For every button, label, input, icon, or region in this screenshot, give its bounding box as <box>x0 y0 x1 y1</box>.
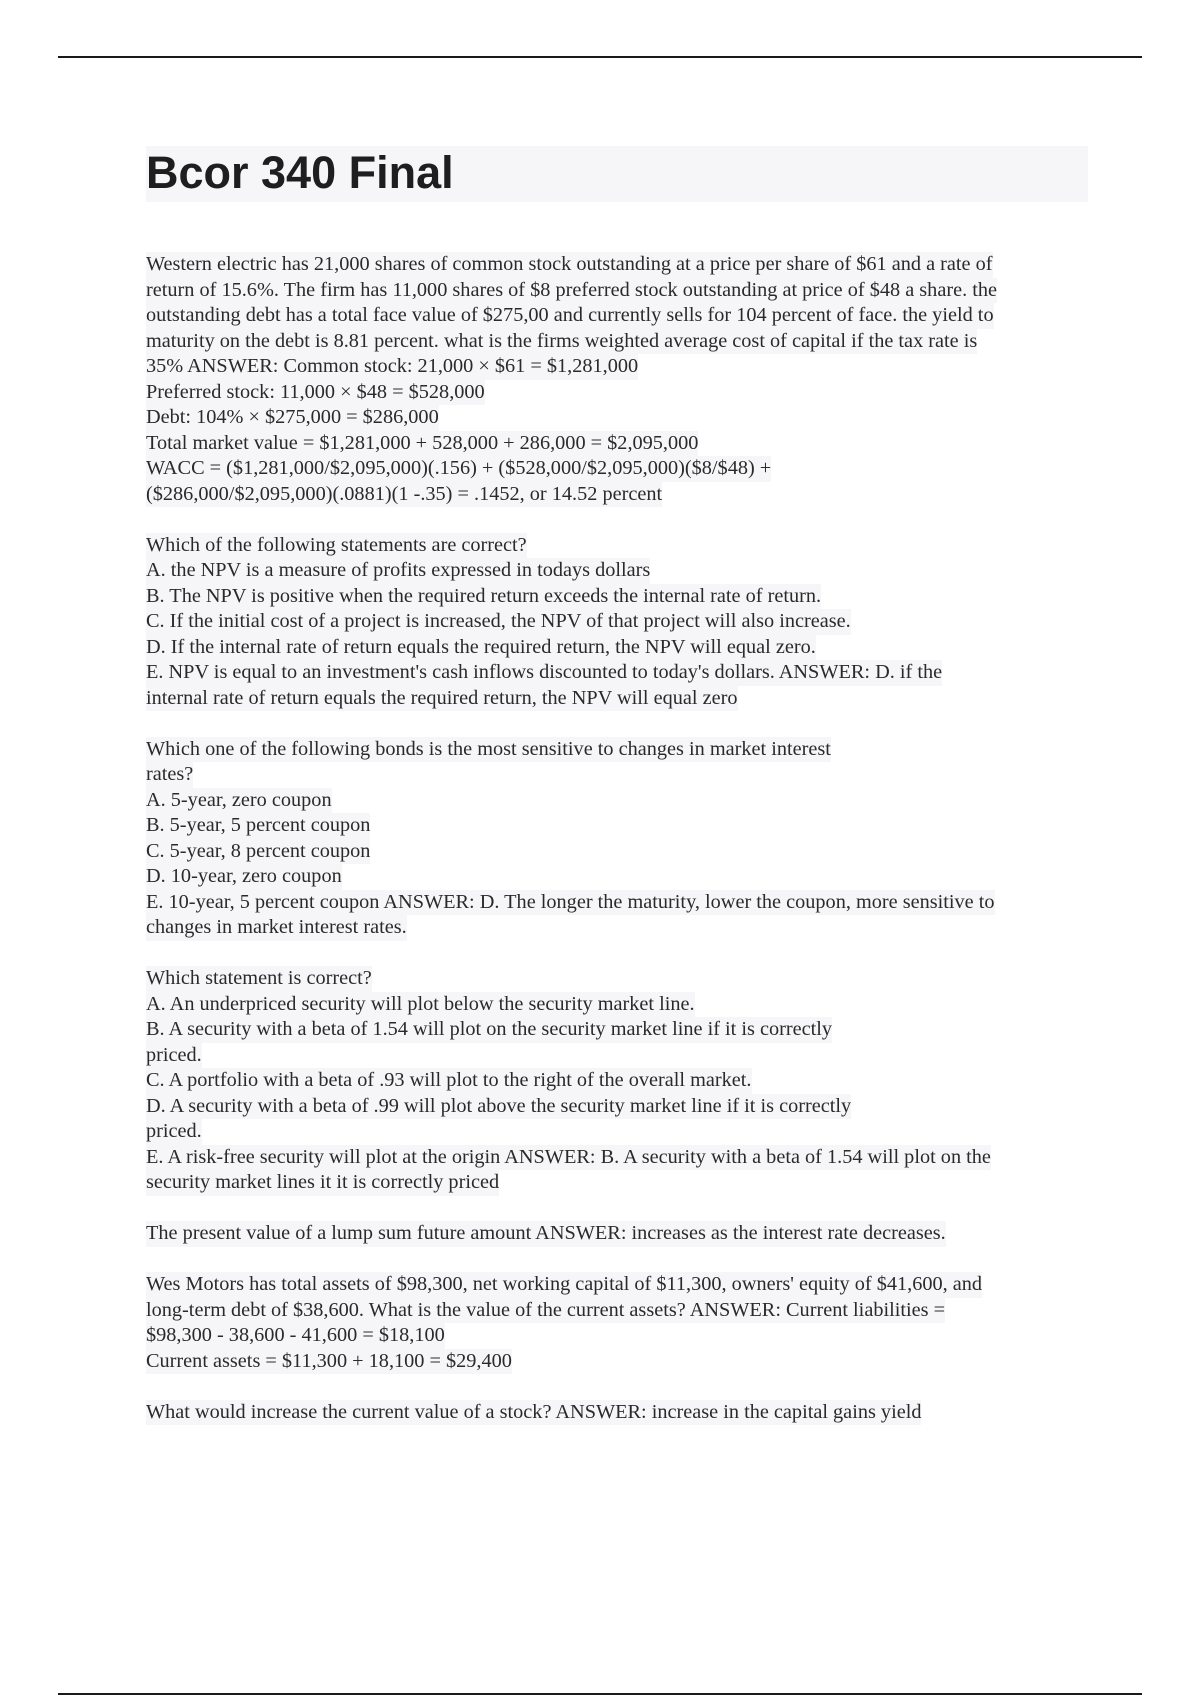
text-line: A. 5-year, zero coupon <box>146 788 332 814</box>
text-line: E. A risk-free security will plot at the origin ANSWER: B. A security with a beta of 1.54 will plot on the <box>146 1145 991 1171</box>
qa-block <box>146 737 1088 941</box>
text-line: internal rate of return equals the required return, the NPV will equal zero <box>146 686 738 712</box>
text-line: ($286,000/$2,095,000)(.0881)(1 -.35) = .1452, or 14.52 percent <box>146 482 662 508</box>
text-line: E. 10-year, 5 percent coupon ANSWER: D. The longer the maturity, lower the coupon, more sensitive to <box>146 890 995 916</box>
bottom-divider <box>58 1693 1142 1695</box>
text-line: D. 10-year, zero coupon <box>146 864 342 890</box>
text-line: rates? <box>146 762 193 788</box>
text-line: Wes Motors has total assets of $98,300, net working capital of $11,300, owners' equity of $41,600, and <box>146 1272 982 1298</box>
text-line: B. A security with a beta of 1.54 will plot on the security market line if it is correctly <box>146 1017 832 1043</box>
text-line: Total market value = $1,281,000 + 528,000 + 286,000 = $2,095,000 <box>146 431 698 457</box>
text-line: What would increase the current value of a stock? ANSWER: increase in the capital gains yield <box>146 1400 921 1426</box>
text-line: outstanding debt has a total face value of $275,00 and currently sells for 104 percent of face. the yield to <box>146 303 994 329</box>
top-divider <box>58 56 1142 58</box>
text-line: Which of the following statements are correct? <box>146 533 527 559</box>
qa-block <box>146 966 1088 1196</box>
text-line: security market lines it it is correctly priced <box>146 1170 499 1196</box>
text-line: C. A portfolio with a beta of .93 will plot to the right of the overall market. <box>146 1068 752 1094</box>
text-line: B. 5-year, 5 percent coupon <box>146 813 370 839</box>
qa-block <box>146 252 1088 507</box>
text-line: changes in market interest rates. <box>146 915 407 941</box>
text-line: B. The NPV is positive when the required return exceeds the internal rate of return. <box>146 584 821 610</box>
text-line: Current assets = $11,300 + 18,100 = $29,400 <box>146 1349 512 1375</box>
text-line: E. NPV is equal to an investment's cash inflows discounted to today's dollars. ANSWER: D. if the <box>146 660 942 686</box>
text-line: C. If the initial cost of a project is increased, the NPV of that project will also increase. <box>146 609 851 635</box>
text-line: return of 15.6%. The firm has 11,000 shares of $8 preferred stock outstanding at price of $48 a share. the <box>146 278 997 304</box>
qa-block <box>146 1221 1088 1247</box>
text-line: Western electric has 21,000 shares of common stock outstanding at a price per share of $61 and a rate of <box>146 252 993 278</box>
text-line: priced. <box>146 1043 202 1069</box>
qa-block <box>146 1400 1088 1426</box>
qa-block <box>146 1272 1088 1374</box>
text-line: maturity on the debt is 8.81 percent. what is the firms weighted average cost of capital if the tax rate is <box>146 329 977 355</box>
text-line: A. the NPV is a measure of profits expressed in todays dollars <box>146 558 650 584</box>
text-line: Debt: 104% × $275,000 = $286,000 <box>146 405 439 431</box>
text-line: 35% ANSWER: Common stock: 21,000 × $61 = $1,281,000 <box>146 354 638 380</box>
text-line: D. A security with a beta of .99 will plot above the security market line if it is correctly <box>146 1094 851 1120</box>
text-line: Which statement is correct? <box>146 966 372 992</box>
text-line: long-term debt of $38,600. What is the value of the current assets? ANSWER: Current liabilities = <box>146 1298 945 1324</box>
text-line: priced. <box>146 1119 202 1145</box>
page-title: Bcor 340 Final <box>146 147 454 198</box>
text-line: Which one of the following bonds is the most sensitive to changes in market interest <box>146 737 831 763</box>
text-line: $98,300 - 38,600 - 41,600 = $18,100 <box>146 1323 445 1349</box>
text-line: Preferred stock: 11,000 × $48 = $528,000 <box>146 380 485 406</box>
document-body <box>146 252 1088 1451</box>
text-line: WACC = ($1,281,000/$2,095,000)(.156) + ($528,000/$2,095,000)($8/$48) + <box>146 456 771 482</box>
qa-block <box>146 533 1088 712</box>
text-line: The present value of a lump sum future amount ANSWER: increases as the interest rate decreases. <box>146 1221 946 1247</box>
text-line: A. An underpriced security will plot below the security market line. <box>146 992 695 1018</box>
text-line: D. If the internal rate of return equals the required return, the NPV will equal zero. <box>146 635 816 661</box>
text-line: C. 5-year, 8 percent coupon <box>146 839 370 865</box>
